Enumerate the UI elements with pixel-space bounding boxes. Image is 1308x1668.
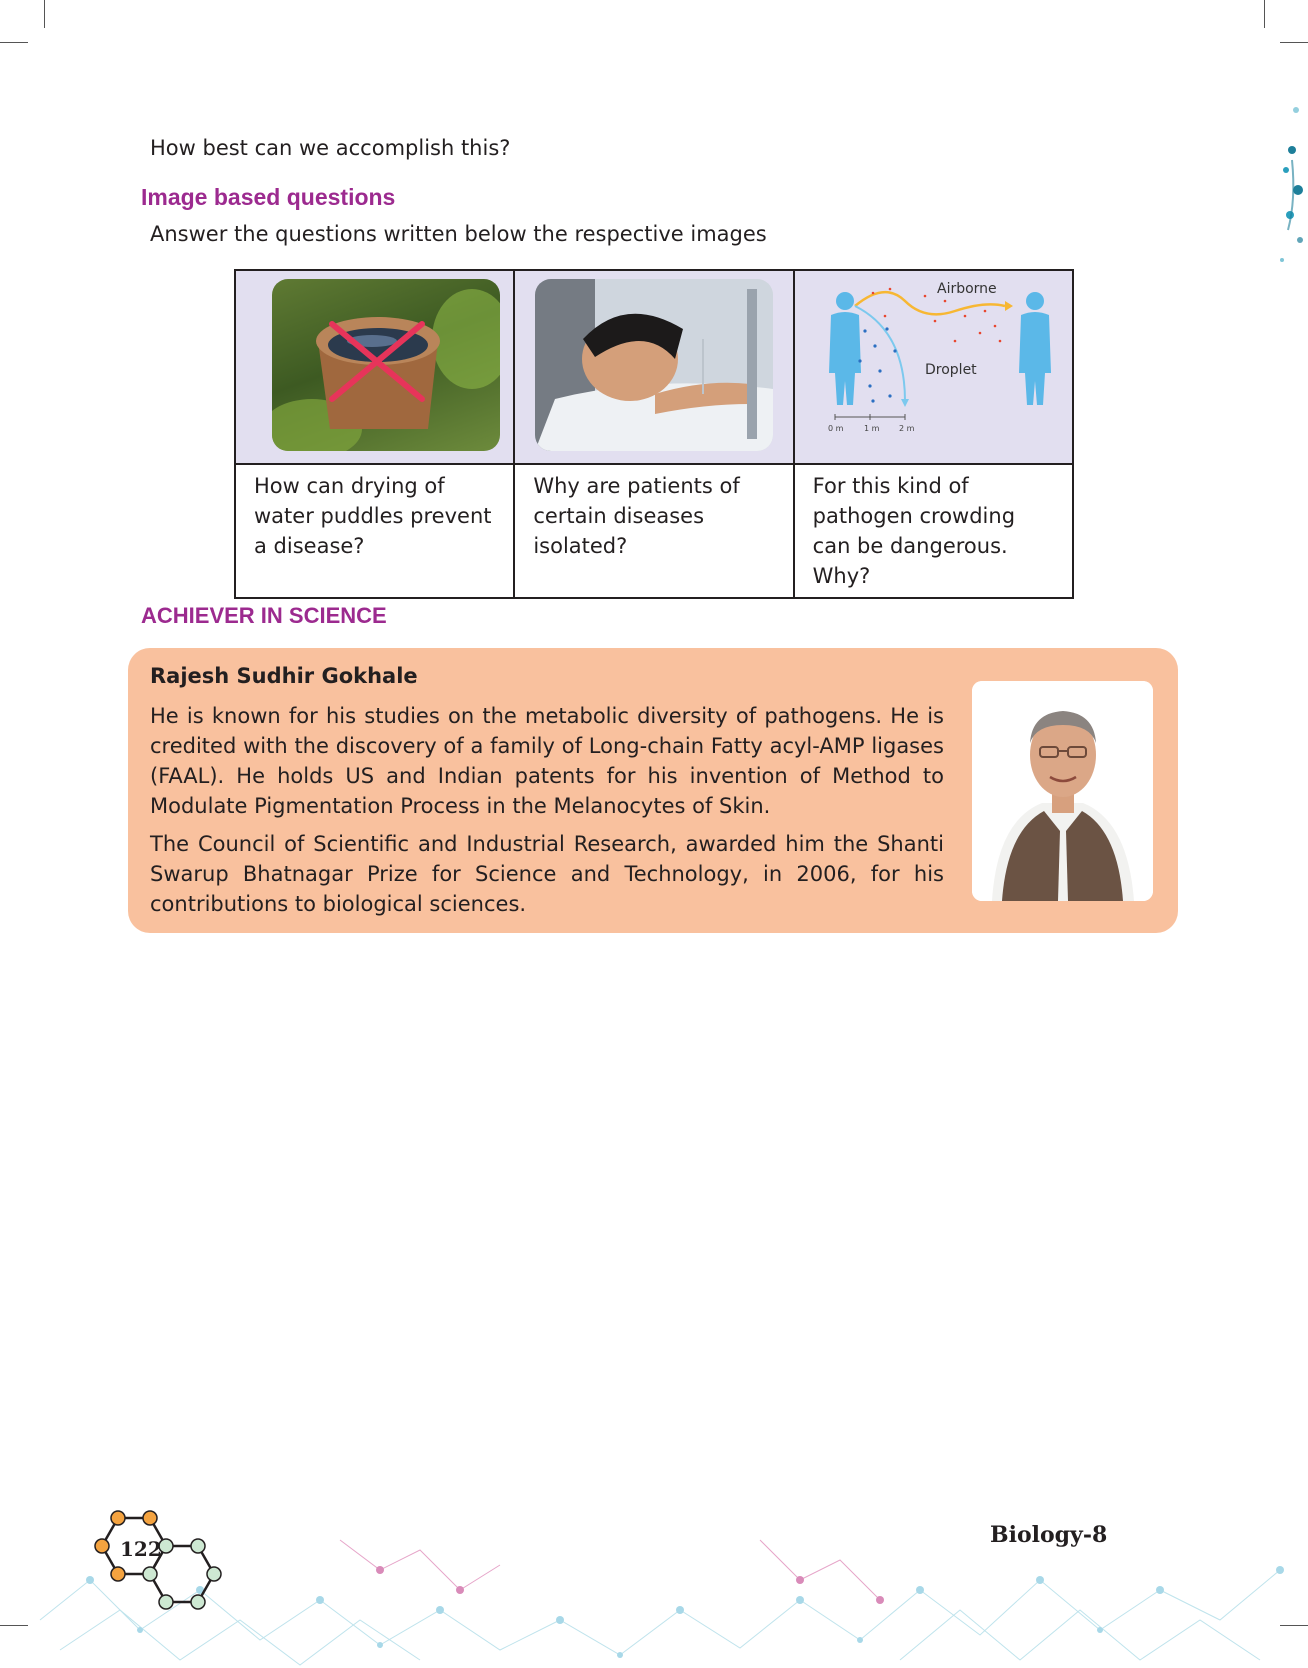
achiever-bio-paragraph: He is known for his studies on the metabolic diversity of pathogens. He is credited with the discovery of a family of Long-chain Fatty acyl-AMP ligases (FAAL). He holds US and Indian patents for his invention of Method to Modulate Pigmentation Process in the Melanocytes of Skin. — [150, 704, 944, 818]
isolated-patient-photo — [535, 279, 773, 451]
question-cell: For this kind of pathogen crowding can be dangerous. Why? — [794, 464, 1073, 598]
transmission-diagram — [795, 271, 1071, 463]
question-cell: Why are patients of certain diseases isolated? — [514, 464, 793, 598]
droplet-path — [855, 306, 905, 401]
molecule-footer-decoration — [0, 1470, 1308, 1668]
airborne-label: Airborne — [936, 281, 997, 297]
intro-text: How best can we accomplish this? — [150, 136, 511, 160]
person-left-icon — [829, 292, 861, 405]
scale-label: 0 m — [827, 424, 844, 433]
edge-splash-decoration — [1262, 90, 1308, 280]
portrait-illustration — [972, 681, 1153, 901]
achiever-heading: ACHIEVER IN SCIENCE — [141, 603, 387, 628]
patient-illustration — [535, 279, 773, 451]
crop-mark — [0, 42, 28, 43]
droplet-label: Droplet — [924, 362, 977, 378]
crop-mark — [1280, 42, 1308, 43]
image-cell — [514, 270, 793, 464]
image-questions-table — [234, 269, 1074, 599]
image-questions-heading: Image based questions — [141, 184, 396, 210]
scale-label: 1 m — [863, 424, 880, 433]
question-cell: How can drying of water puddles prevent a disease? — [235, 464, 514, 598]
page-number: 122 — [120, 1537, 162, 1561]
book-title: Biology-8 — [990, 1522, 1108, 1548]
water-pot-photo — [272, 279, 500, 451]
crop-mark — [1264, 0, 1265, 28]
achiever-bio-paragraph: The Council of Scientific and Industrial Research, awarded him the Shanti Swarup Bhatnagar Prize for Science and Technology, in 2006, for his contributions to biological sciences. — [150, 832, 944, 916]
image-cell — [794, 270, 1073, 464]
achiever-name: Rajesh Sudhir Gokhale — [150, 664, 418, 688]
image-cell — [235, 270, 514, 464]
person-right-icon — [1019, 292, 1051, 405]
water-pot-illustration — [272, 279, 500, 451]
image-questions-instruction: Answer the questions written below the respective images — [150, 222, 767, 246]
crop-mark — [44, 0, 45, 28]
scale-label: 2 m — [898, 424, 915, 433]
achiever-portrait — [972, 681, 1153, 901]
